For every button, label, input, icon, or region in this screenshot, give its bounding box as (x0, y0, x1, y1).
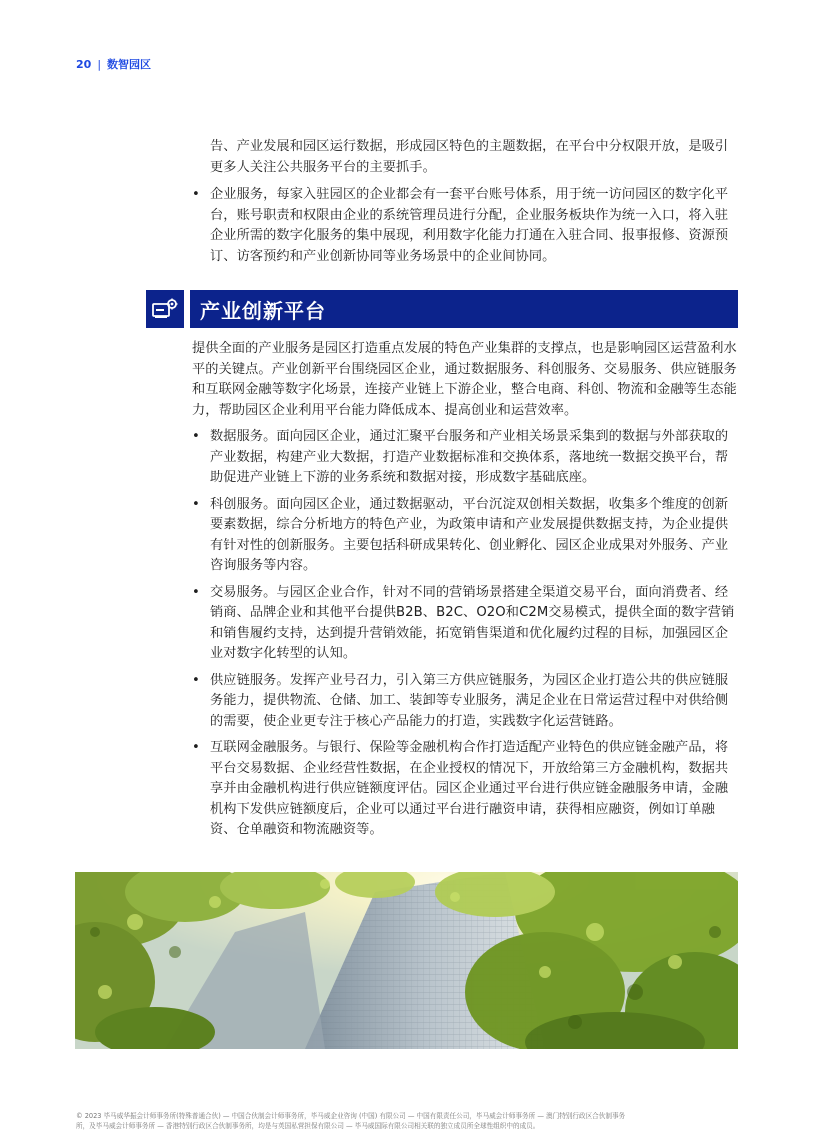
bullet-text: 交易服务。与园区企业合作，针对不同的营销场景搭建全渠道交易平台，面向消费者、经销商、品牌企业和其他平台提供B2B、B2C、O2O和C2M交易模式，提供全面的数字营销和销售履约支持，达到提升营销效能，拓宽销售渠道和优化履约过程的目标，加强园区企业对数字化转型的认知。 (210, 584, 735, 661)
bullet-enterprise-service (192, 185, 740, 267)
section-title: 产业创新平台 (200, 298, 326, 323)
section-icon-box (146, 290, 184, 328)
footer-legal (76, 1111, 736, 1131)
bullet-dot: • (192, 496, 200, 512)
bullet-dot: • (192, 740, 200, 755)
trees-and-skyscraper-photo (75, 872, 738, 1049)
footer-line-2: 所，及毕马威会计师事务所 — 香港特别行政区合伙制事务所，均是与英国私营担保有限公司 — 毕马威国际有限公司相关联的独立成员所全球性组织中的成员。 (76, 1122, 540, 1130)
bullet-trade-service (192, 583, 740, 665)
bullet-text: 互联网金融服务。与银行、保险等金融机构合作打造适配产业特色的供应链金融产品，将平台交易数据、企业经营性数据，在企业授权的情况下，开放给第三方金融机构，数据共享并由金融机构进行供应链额度评估。园区企业通过平台进行供应链金融服务申请，金融机构下发供应链额度后，企业可以通过平台进行融资申请，获得相应融资，例如订单融资、仓单融资和物流融资等。 (210, 740, 729, 837)
bullet-dot: • (192, 429, 200, 444)
bullet-text: 企业服务，每家入驻园区的企业都会有一套平台账号体系，用于统一访问园区的数字化平台，账号职责和权限由企业的系统管理员进行分配，企业服务板块作为统一入口，将入驻企业所需的数字化服务的集中展现，利用数字化能力打通在入驻合同、报事报修、资源预订、访客预约和产业创新协同等业务场景中的企业间协同。 (210, 187, 729, 264)
page-number: 20 (76, 58, 92, 71)
header-title: 数智园区 (107, 58, 152, 71)
bullet-finance-service (192, 738, 740, 841)
bullet-supply-chain-service (192, 671, 740, 733)
bullet-dot: • (192, 672, 200, 688)
page-header (76, 56, 151, 72)
bullet-text: 科创服务。面向园区企业，通过数据驱动，平台沉淀双创相关数据，收集多个维度的创新要素数据，综合分析地方的特色产业，为政策申请和产业发展提供数据支持，为企业提供有针对性的创新服务。主要包括科研成果转化、创业孵化、园区企业成果对外服务、产业咨询服务等内容。 (210, 496, 729, 573)
bullet-dot: • (192, 187, 200, 202)
section-heading-bar (146, 290, 738, 328)
innovation-platform-icon (152, 298, 178, 320)
continuation-paragraph: 告、产业发展和园区运行数据，形成园区特色的主题数据，在平台中分权限开放，是吸引更多人关注公共服务平台的主要抓手。 (210, 139, 729, 175)
bullet-data-service (192, 427, 740, 489)
bullet-text: 数据服务。面向园区企业，通过汇聚平台服务和产业相关场景采集到的数据与外部获取的产业数据，构建产业大数据，打造产业数据标准和交换体系，落地统一数据交换平台，帮助促进产业链上下游的业务系统和数据对接，形成数字基础底座。 (210, 429, 729, 485)
section-body (192, 339, 740, 841)
top-content (192, 137, 740, 267)
bullet-innovation-service (192, 495, 740, 577)
footer-line-1: © 2023 毕马威华振会计师事务所(特殊普通合伙) — 中国合伙制会计师事务所，毕马威企业咨询 (中国) 有限公司 — 中国有限责任公司，毕马威会计师事务所 — 澳门特别行政区合伙制事务 (76, 1112, 626, 1120)
section-title-box (190, 290, 738, 328)
bullet-text: 供应链服务。发挥产业号召力，引入第三方供应链服务，为园区企业打造公共的供应链服务能力，提供物流、仓储、加工、装卸等专业服务，满足企业在日常运营过程中对供给侧的需要，使企业更专注于核心产品能力的打造，实践数字化运营链路。 (210, 672, 729, 729)
header-separator: | (97, 58, 102, 71)
bullet-dot: • (192, 584, 200, 600)
section-intro: 提供全面的产业服务是园区打造重点发展的特色产业集群的支撑点，也是影响园区运营盈利水平的关键点。产业创新平台围绕园区企业，通过数据服务、科创服务、交易服务、供应链服务和互联网金融等数字化场景，连接产业链上下游企业，整合电商、科创、物流和金融等生态能力，帮助园区企业利用平台能力降低成本、提高创业和运营效率。 (192, 341, 737, 418)
